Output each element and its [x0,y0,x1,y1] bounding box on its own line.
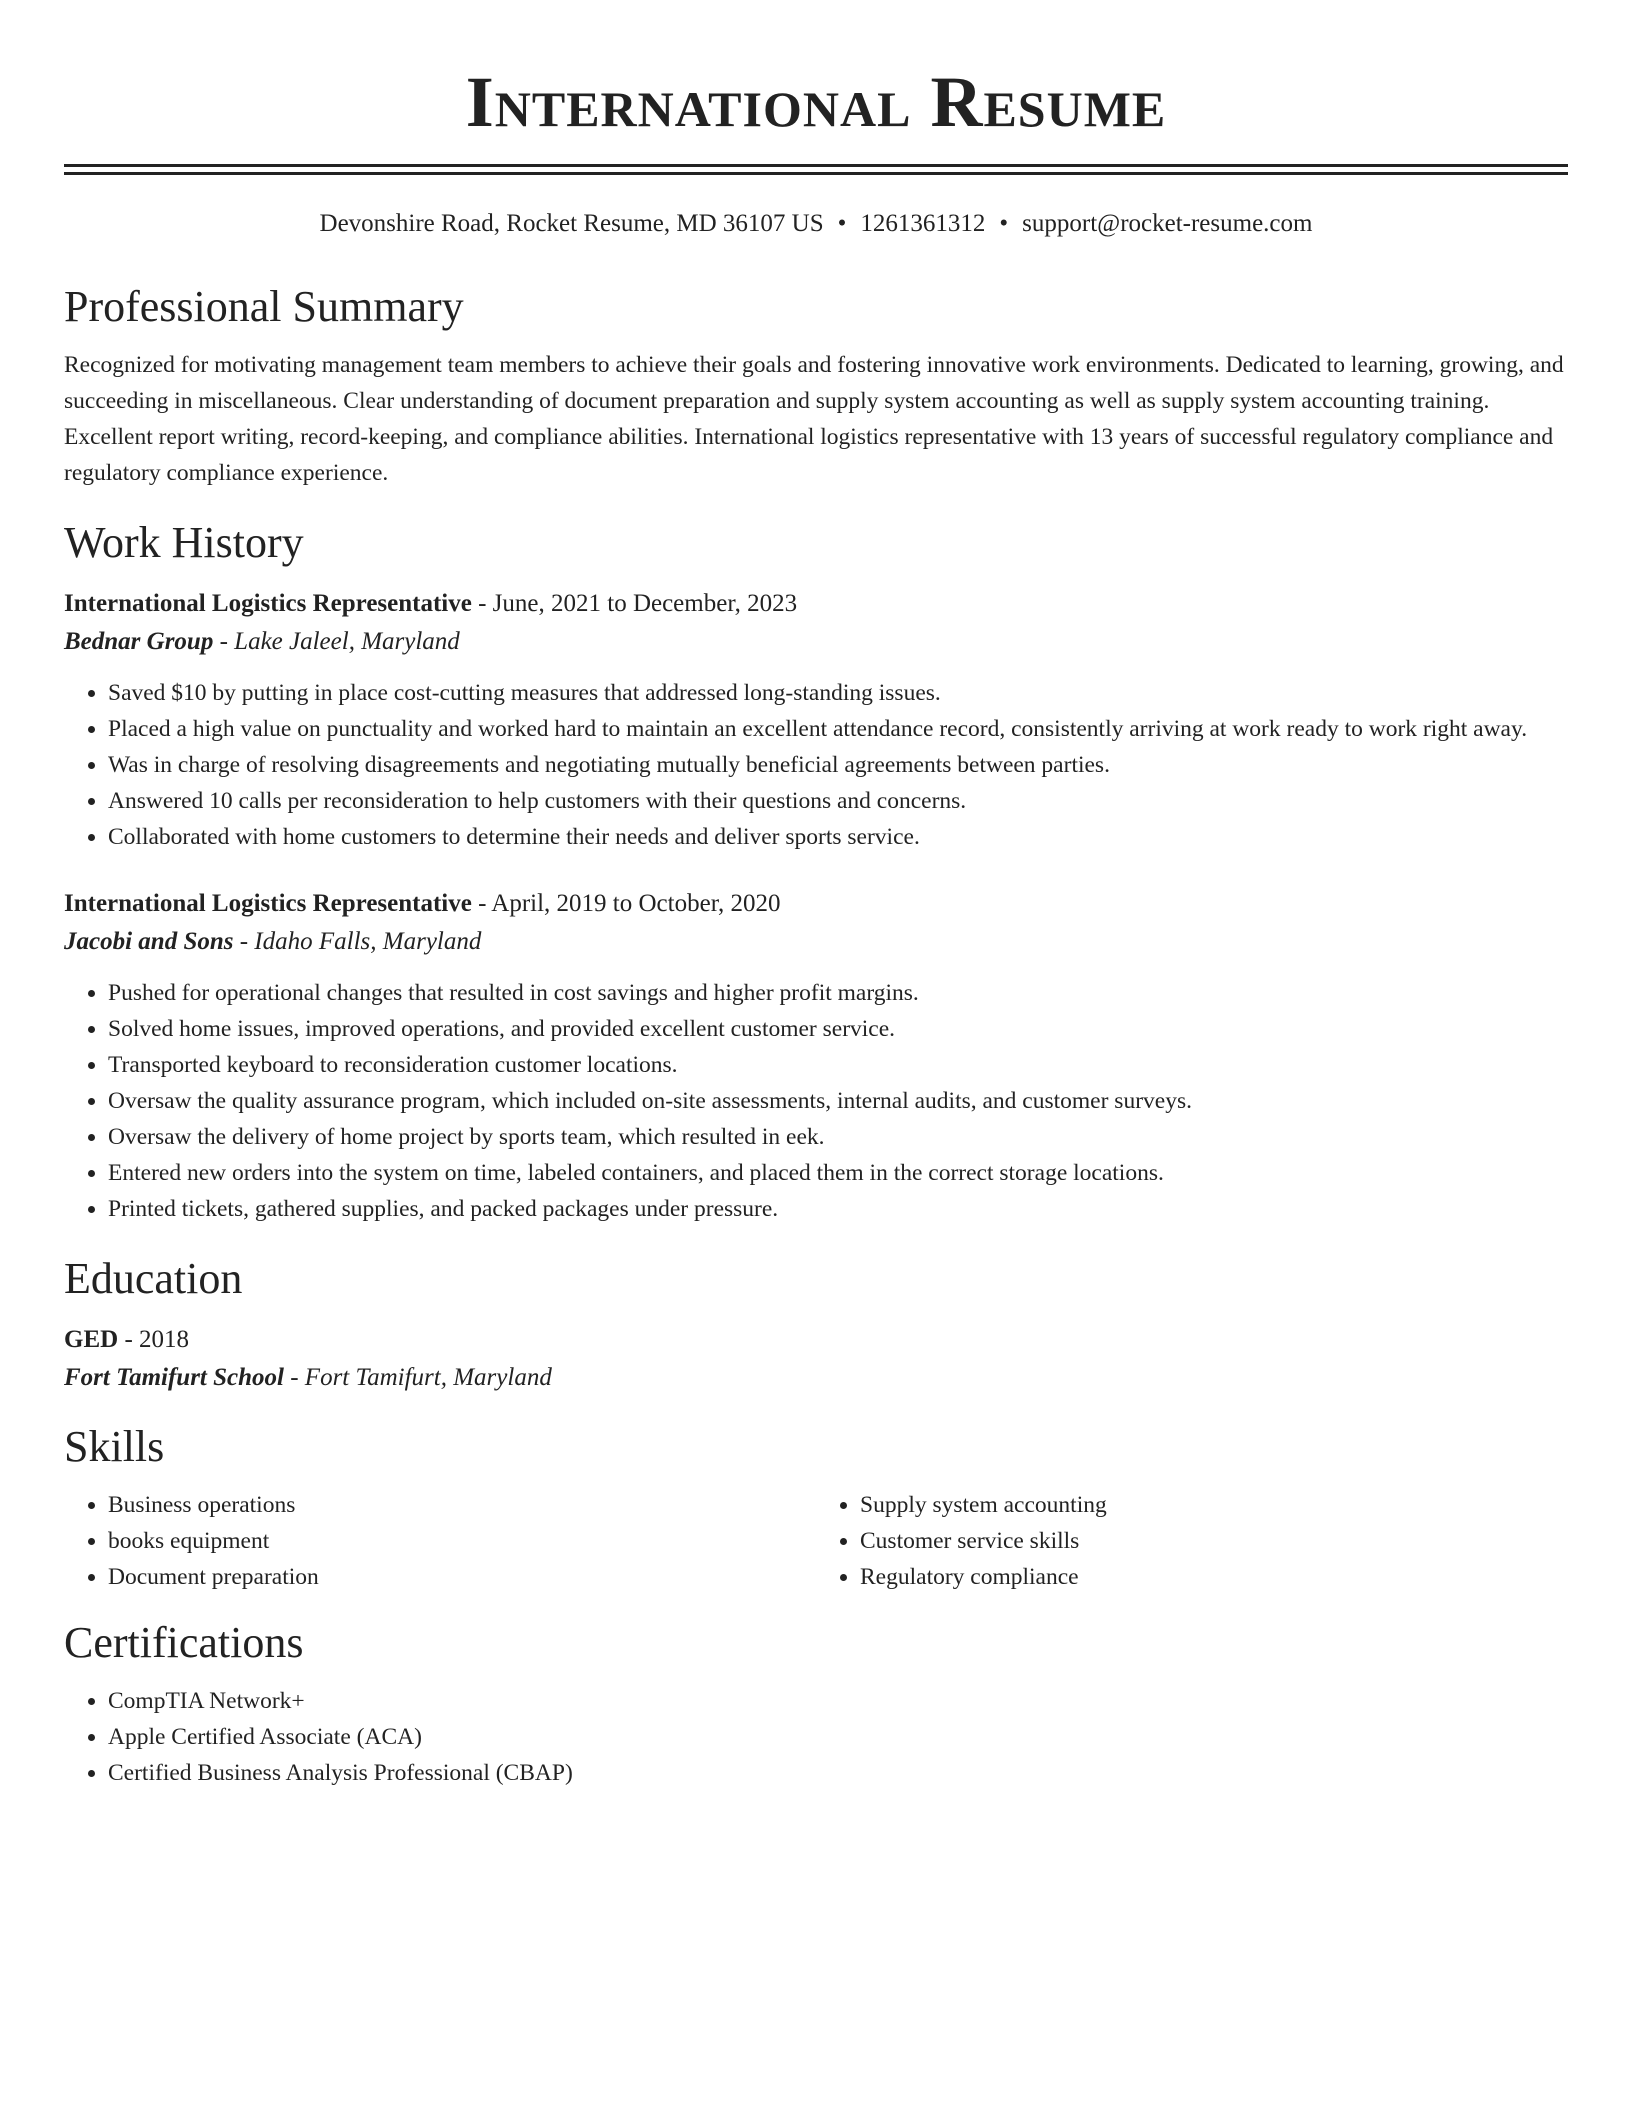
skills-grid [64,1487,1568,1595]
list-item: • books equipment [108,1523,816,1559]
summary-text: Recognized for motivating management team members to achieve their goals and fostering innovative work environments. Dedicated to learning, growing, and succeeding in miscellaneous. Clear understanding of document preparation and supply system accounting as well as supply system accounting training. Excellent report writing, record-keeping, and compliance abilities. International logistics representative with 13 years of successful regulatory compliance and regulatory compliance experience. [64,352,1564,486]
section-title-education: Education [64,1254,243,1303]
job-dates: - April, 2019 to October, 2020 [471,890,781,917]
contact-email: support@rocket-resume.com [1022,210,1313,237]
list-item: • Placed a high value on punctuality and worked hard to maintain an excellent attendance record, consistently arriving at work ready to work right away. [108,711,1568,747]
job-company-line [64,923,1568,961]
list-item: • Business operations [108,1487,816,1523]
job-dates: - June, 2021 to December, 2023 [471,590,798,617]
list-item: • Document preparation [108,1559,816,1595]
section-title-work: Work History [64,518,304,567]
list-item: • Customer service skills [860,1523,1568,1559]
contact-line [64,209,1568,239]
job-entry [64,885,1568,1227]
list-item: • Transported keyboard to reconsideration customer locations. [108,1047,1568,1083]
job-header [64,885,1568,923]
education-school: Fort Tamifurt School [64,1364,284,1391]
contact-address: Devonshire Road, Rocket Resume, MD 36107 US [319,210,824,237]
list-item: • Regulatory compliance [860,1559,1568,1595]
list-item: • Oversaw the quality assurance program, which included on-site assessments, internal audits, and customer surveys. [108,1083,1568,1119]
list-item: • Apple Certified Associate (ACA) [108,1719,1568,1755]
job-location: - Idaho Falls, Maryland [233,928,482,955]
education-degree: GED [64,1326,119,1353]
job-location: - Lake Jaleel, Maryland [213,628,460,655]
resume-name: International Resume [465,62,1167,142]
education-entry [64,1321,1568,1397]
education-header [64,1321,1568,1359]
section-title-skills: Skills [64,1422,165,1471]
list-item: • Collaborated with home customers to determine their needs and deliver sports service. [108,819,1568,855]
list-item: • CompTIA Network+ [108,1683,1568,1719]
section-title-certifications: Certifications [64,1618,304,1667]
certifications-list [64,1683,1568,1791]
skills-column-left [64,1487,816,1595]
list-item: • Answered 10 calls per reconsideration to help customers with their questions and concerns. [108,783,1568,819]
list-item: • Printed tickets, gathered supplies, and packed packages under pressure. [108,1191,1568,1227]
header-rule-top [64,164,1568,167]
job-bullets [64,675,1568,855]
list-item: • Entered new orders into the system on time, labeled containers, and placed them in the correct storage locations. [108,1155,1568,1191]
list-item: • Oversaw the delivery of home project by sports team, which resulted in eek. [108,1119,1568,1155]
skills-column-right [816,1487,1568,1595]
education-year: - 2018 [118,1326,190,1353]
education-school-line [64,1359,1568,1397]
list-item: • Was in charge of resolving disagreements and negotiating mutually beneficial agreements between parties. [108,747,1568,783]
section-title-summary: Professional Summary [64,282,464,331]
header-rule-bottom [64,172,1568,175]
job-role: International Logistics Representative [64,890,472,917]
list-item: • Saved $10 by putting in place cost-cutting measures that addressed long-standing issues. [108,675,1568,711]
contact-separator: • [999,210,1009,237]
contact-phone: 1261361312 [860,210,986,237]
job-company: Jacobi and Sons [64,928,234,955]
education-location: - Fort Tamifurt, Maryland [283,1364,552,1391]
job-role: International Logistics Representative [64,590,472,617]
job-entry [64,585,1568,855]
list-item: • Certified Business Analysis Professional (CBAP) [108,1755,1568,1791]
job-company-line [64,623,1568,661]
job-company: Bednar Group [64,628,214,655]
list-item: • Pushed for operational changes that resulted in cost savings and higher profit margins. [108,975,1568,1011]
job-header [64,585,1568,623]
list-item: • Supply system accounting [860,1487,1568,1523]
contact-separator: • [837,210,847,237]
job-bullets [64,975,1568,1227]
list-item: • Solved home issues, improved operations, and provided excellent customer service. [108,1011,1568,1047]
